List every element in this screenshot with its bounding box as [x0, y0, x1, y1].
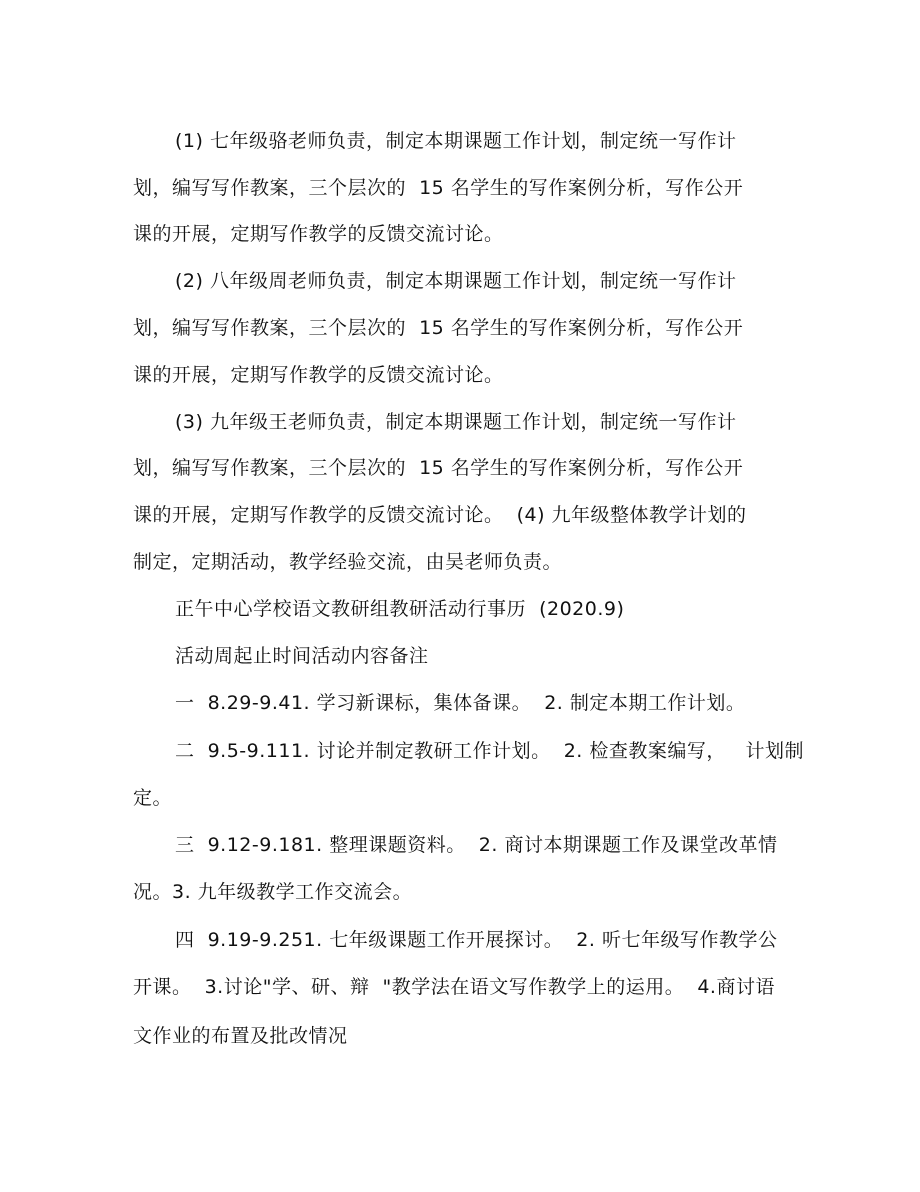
- paragraph-2-line-1: (2) 八年级周老师负责，制定本期课题工作计划，制定统一写作计: [175, 270, 737, 292]
- paragraph-1-line-2: 划，编写写作教案，三个层次的 15 名学生的写作案例分析，写作公开: [133, 177, 744, 199]
- paragraph-3-line-1: (3) 九年级王老师负责，制定本期课题工作计划，制定统一写作计: [175, 411, 737, 433]
- week-3-entry-line-1: 三 9.12-9.181. 整理课题资料。 2. 商讨本期课题工作及课堂改革情: [175, 834, 778, 856]
- paragraph-1-line-1: (1) 七年级骆老师负责，制定本期课题工作计划，制定统一写作计: [175, 130, 737, 152]
- calendar-header: 活动周起止时间活动内容备注: [175, 645, 429, 667]
- paragraph-2-line-2: 划，编写写作教案，三个层次的 15 名学生的写作案例分析，写作公开: [133, 317, 744, 339]
- week-2-entry-line-1: 二 9.5-9.111. 讨论并制定教研工作计划。 2. 检查教案编写， 计划制: [175, 740, 804, 762]
- paragraph-3-line-4: 制定，定期活动，教学经验交流，由吴老师负责。: [133, 551, 563, 573]
- week-2-entry-line-2: 定。: [133, 787, 173, 809]
- week-3-entry-line-2: 况。3. 九年级教学工作交流会。: [133, 881, 413, 903]
- calendar-title: 正午中心学校语文教研组教研活动行事历 (2020.9): [175, 598, 625, 620]
- paragraph-1-line-3: 课的开展，定期写作教学的反馈交流讨论。: [133, 223, 504, 245]
- paragraph-2-line-3: 课的开展，定期写作教学的反馈交流讨论。: [133, 364, 504, 386]
- paragraph-3-line-2: 划，编写写作教案，三个层次的 15 名学生的写作案例分析，写作公开: [133, 457, 744, 479]
- week-4-entry-line-1: 四 9.19-9.251. 七年级课题工作开展探讨。 2. 听七年级写作教学公: [175, 929, 778, 951]
- week-1-entry: 一 8.29-9.41. 学习新课标，集体备课。 2. 制定本期工作计划。: [175, 692, 746, 714]
- paragraph-3-line-3: 课的开展，定期写作教学的反馈交流讨论。 (4) 九年级整体教学计划的: [133, 504, 747, 526]
- week-4-entry-line-2: 开课。 3.讨论"学、研、辩 "教学法在语文写作教学上的运用。 4.商讨语: [133, 976, 775, 998]
- week-4-entry-line-3: 文作业的布置及批改情况: [133, 1025, 348, 1047]
